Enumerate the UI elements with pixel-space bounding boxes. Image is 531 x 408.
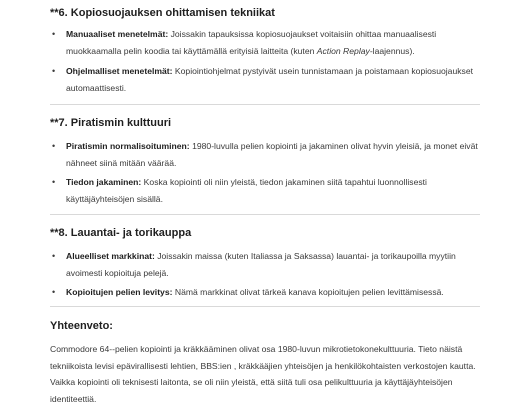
bullet-icon: • [52, 66, 56, 76]
section-heading: **8. Lauantai- ja torikauppa [50, 227, 192, 239]
bullet-icon: • [52, 177, 56, 187]
item-text: Joissakin tapauksissa kopiosuojaukset voitaisiin ohittaa manuaalisesti muokkaamalla pelin koodia tai käyttämällä erityisiä laitteita (kuten [66, 29, 437, 56]
section-heading: **7. Piratismin kulttuuri [50, 117, 172, 129]
item-text-after: -laajennus). [369, 45, 415, 56]
summary-heading: Yhteenveto: [50, 320, 113, 332]
divider [50, 214, 480, 215]
list-item [52, 26, 492, 59]
divider [50, 306, 480, 307]
list-item [52, 63, 492, 96]
divider [50, 104, 480, 105]
list-item [52, 284, 492, 301]
item-text: Joissakin maissa (kuten Italiassa ja Saksassa) lauantai- ja torikaupoilla myytiin avoimesti kopioituja pelejä. [66, 251, 456, 278]
list-item [52, 174, 492, 207]
bullet-icon: • [52, 141, 56, 151]
item-text: Koska kopiointi oli niin yleistä, tiedon jakaminen siitä tapahtui luonnollisesti käyttäjäyhteisöjen sisällä. [66, 177, 427, 204]
item-term: Alueelliset markkinat: [66, 251, 155, 261]
bullet-icon: • [52, 29, 56, 39]
item-text: Kopiointiohjelmat pystyivät usein tunnistamaan ja poistamaan kopiosuojaukset automaattisesti. [66, 66, 473, 93]
summary-paragraph: Commodore 64--pelien kopiointi ja kräkkääminen olivat osa 1980-luvun mikrotietokonekulttuuria. Tieto näistä tekniikoista levisi epävirallisesti lehtien, BBS:ien , kräkkääjien yhteisöjen ja henkilökohtaisten verkostojen kautta. Vaikka kopiointi oli teknisesti laitonta, se oli niin yleistä, että siitä tuli osa pelikulttuuria ja käyttäjäyhteisöjen identiteettiä. [50, 344, 476, 404]
item-text: Nämä markkinat olivat tärkeä kanava kopioitujen pelien levittämisessä. [172, 287, 444, 297]
item-term: Tiedon jakaminen: [66, 177, 142, 187]
item-italic: Action Replay [316, 45, 370, 56]
item-term: Kopioitujen pelien levitys: [66, 287, 173, 297]
bullet-icon: • [52, 287, 56, 297]
item-term: Piratismin normalisoituminen: [66, 141, 190, 151]
item-term: Manuaaliset menetelmät: [66, 29, 169, 39]
item-term: Ohjelmalliset menetelmät: [66, 66, 173, 76]
bullet-icon: • [52, 251, 56, 261]
list-item [52, 138, 492, 171]
list-item [52, 248, 492, 281]
section-heading: **6. Kopiosuojauksen ohittamisen tekniikat [50, 7, 275, 19]
item-text: 1980-luvulla pelien kopiointi ja jakaminen olivat hyvin yleisiä, ja monet eivät nähneet siinä mitään väärää. [66, 141, 478, 168]
